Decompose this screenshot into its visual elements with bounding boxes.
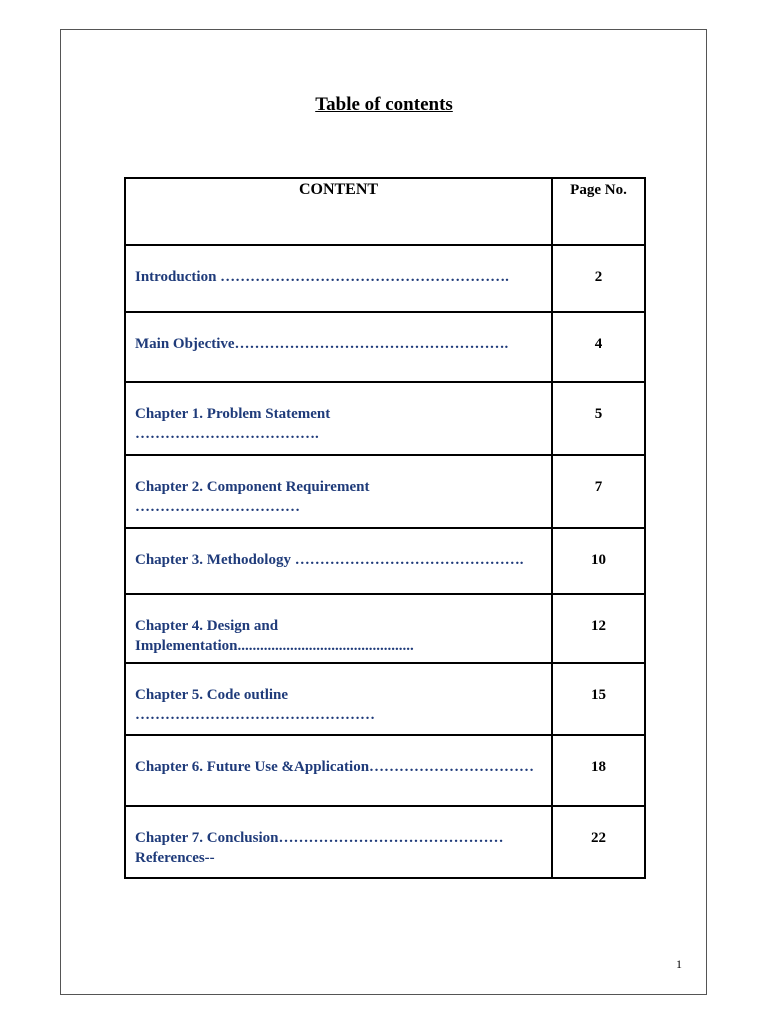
toc-entry-chapter-7: Chapter 7. Conclusion……………………………………… References-- [125, 806, 552, 878]
table-row [125, 382, 645, 455]
toc-page-number: 12 [552, 594, 645, 663]
table-row [125, 245, 645, 312]
table-row [125, 528, 645, 594]
table-row [125, 735, 645, 806]
table-row [125, 312, 645, 382]
table-header-row [125, 178, 645, 245]
page-number: 1 [676, 957, 682, 971]
header-page-no: Page No. [552, 178, 645, 245]
toc-entry-chapter-2: Chapter 2. Component Requirement …………………………… [125, 455, 552, 528]
table-row [125, 806, 645, 878]
table-row [125, 455, 645, 528]
toc-table [124, 177, 646, 879]
toc-page-number: 5 [552, 382, 645, 455]
toc-entry-chapter-6: Chapter 6. Future Use &Application…………………………… [125, 735, 552, 806]
toc-entry-chapter-5: Chapter 5. Code outline ………………………………………… [125, 663, 552, 735]
toc-entry-chapter-3: Chapter 3. Methodology ………………………………………. [125, 528, 552, 594]
toc-entry-chapter-1: Chapter 1. Problem Statement ………………………………. [125, 382, 552, 455]
toc-entry-introduction: Introduction …………………………………………………. [125, 245, 552, 312]
toc-page-number: 7 [552, 455, 645, 528]
header-content: CONTENT [125, 178, 552, 245]
toc-entry-chapter-4: Chapter 4. Design and Implementation............................................... [125, 594, 552, 663]
toc-page-number: 10 [552, 528, 645, 594]
table-row [125, 663, 645, 735]
toc-entry-main-objective: Main Objective………………………………………………. [125, 312, 552, 382]
toc-page-number: 15 [552, 663, 645, 735]
toc-page-number: 18 [552, 735, 645, 806]
page-title: Table of contents [315, 94, 453, 115]
toc-page-number: 2 [552, 245, 645, 312]
toc-page-number: 22 [552, 806, 645, 878]
toc-page-number: 4 [552, 312, 645, 382]
table-row [125, 594, 645, 663]
